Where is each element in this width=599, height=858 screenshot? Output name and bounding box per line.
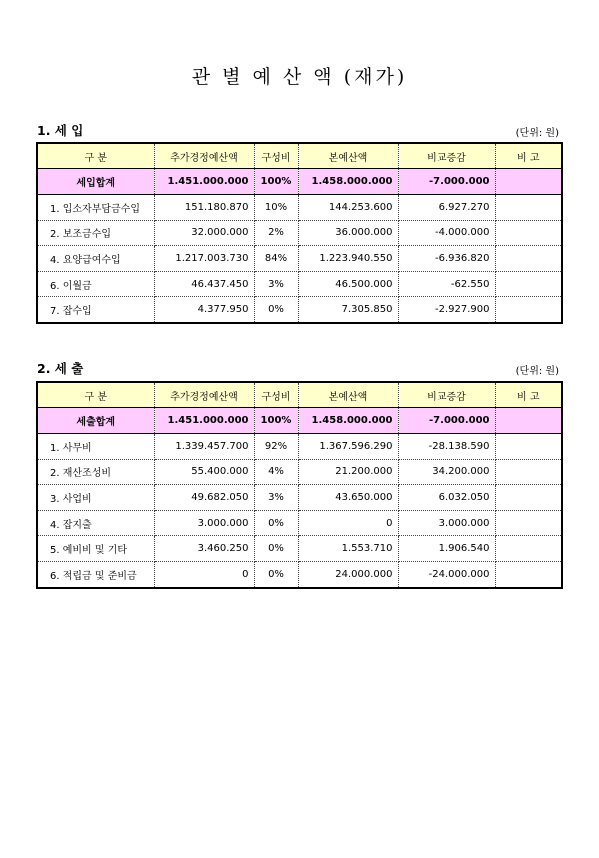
cell-ratio: 0% — [254, 536, 298, 562]
cell-ratio: 0% — [254, 297, 298, 323]
cell-difference: 1.906.540 — [398, 536, 495, 562]
cell-note — [495, 220, 562, 246]
cell-ratio: 92% — [254, 434, 298, 460]
header-category: 구 분 — [37, 143, 154, 169]
cell-original-budget: 24.000.000 — [298, 561, 398, 587]
total-note — [495, 169, 562, 195]
header-original-budget: 본예산액 — [298, 382, 398, 408]
income-section-title: 1. 세 입 — [37, 123, 84, 138]
cell-note — [495, 459, 562, 485]
cell-supplementary-budget: 1.339.457.700 — [154, 434, 254, 460]
header-difference: 비교증감 — [398, 143, 495, 169]
table-row — [37, 195, 562, 221]
total-original-budget: 1.458.000.000 — [298, 408, 398, 434]
expense-table — [36, 381, 563, 589]
cell-category: 4. 잡지출 — [37, 510, 154, 536]
cell-note — [495, 271, 562, 297]
header-note: 비 고 — [495, 382, 562, 408]
table-header-row — [37, 382, 562, 408]
total-difference: -7.000.000 — [398, 169, 495, 195]
cell-category: 1. 입소자부담금수입 — [37, 195, 154, 221]
cell-category: 4. 요양급여수입 — [37, 246, 154, 272]
cell-ratio: 0% — [254, 510, 298, 536]
table-row — [37, 536, 562, 562]
table-row — [37, 297, 562, 323]
cell-category: 2. 재산조성비 — [37, 459, 154, 485]
header-note: 비 고 — [495, 143, 562, 169]
cell-difference: 34.200.000 — [398, 459, 495, 485]
cell-difference: -2.927.900 — [398, 297, 495, 323]
income-unit-label: (단위: 원) — [515, 128, 559, 139]
cell-original-budget: 144.253.600 — [298, 195, 398, 221]
cell-supplementary-budget: 3.460.250 — [154, 536, 254, 562]
total-row — [37, 408, 562, 434]
header-original-budget: 본예산액 — [298, 143, 398, 169]
cell-original-budget: 36.000.000 — [298, 220, 398, 246]
income-table — [36, 142, 563, 324]
cell-ratio: 10% — [254, 195, 298, 221]
cell-original-budget: 46.500.000 — [298, 271, 398, 297]
total-supplementary-budget: 1.451.000.000 — [154, 169, 254, 195]
total-difference: -7.000.000 — [398, 408, 495, 434]
table-header-row — [37, 143, 562, 169]
cell-ratio: 0% — [254, 561, 298, 587]
cell-category: 5. 예비비 및 기타 — [37, 536, 154, 562]
cell-note — [495, 246, 562, 272]
cell-difference: 6.032.050 — [398, 485, 495, 511]
cell-supplementary-budget: 151.180.870 — [154, 195, 254, 221]
expense-unit-label: (단위: 원) — [515, 366, 559, 377]
header-ratio: 구성비 — [254, 382, 298, 408]
cell-category: 3. 사업비 — [37, 485, 154, 511]
cell-note — [495, 536, 562, 562]
cell-supplementary-budget: 3.000.000 — [154, 510, 254, 536]
table-row — [37, 434, 562, 460]
cell-supplementary-budget: 49.682.050 — [154, 485, 254, 511]
cell-difference: -6.936.820 — [398, 246, 495, 272]
header-category: 구 분 — [37, 382, 154, 408]
cell-difference: -24.000.000 — [398, 561, 495, 587]
cell-difference: -4.000.000 — [398, 220, 495, 246]
total-category: 세입합계 — [37, 169, 154, 195]
table-row — [37, 510, 562, 536]
cell-note — [495, 561, 562, 587]
cell-difference: 6.927.270 — [398, 195, 495, 221]
total-ratio: 100% — [254, 408, 298, 434]
table-row — [37, 485, 562, 511]
cell-supplementary-budget: 4.377.950 — [154, 297, 254, 323]
total-note — [495, 408, 562, 434]
cell-category: 1. 사무비 — [37, 434, 154, 460]
cell-note — [495, 485, 562, 511]
cell-supplementary-budget: 46.437.450 — [154, 271, 254, 297]
total-supplementary-budget: 1.451.000.000 — [154, 408, 254, 434]
cell-category: 7. 잡수입 — [37, 297, 154, 323]
cell-category: 6. 적립금 및 준비금 — [37, 561, 154, 587]
cell-original-budget: 43.650.000 — [298, 485, 398, 511]
cell-ratio: 3% — [254, 485, 298, 511]
page-title: 관 별 예 산 액 (재가) — [191, 66, 408, 88]
total-ratio: 100% — [254, 169, 298, 195]
cell-difference: 3.000.000 — [398, 510, 495, 536]
cell-original-budget: 1.553.710 — [298, 536, 398, 562]
cell-ratio: 3% — [254, 271, 298, 297]
cell-note — [495, 510, 562, 536]
cell-difference: -28.138.590 — [398, 434, 495, 460]
table-row — [37, 271, 562, 297]
header-supplementary-budget: 추가경정예산액 — [154, 143, 254, 169]
cell-category: 2. 보조금수입 — [37, 220, 154, 246]
table-row — [37, 246, 562, 272]
cell-original-budget: 0 — [298, 510, 398, 536]
cell-ratio: 84% — [254, 246, 298, 272]
header-difference: 비교증감 — [398, 382, 495, 408]
cell-supplementary-budget: 55.400.000 — [154, 459, 254, 485]
cell-note — [495, 434, 562, 460]
cell-difference: -62.550 — [398, 271, 495, 297]
cell-original-budget: 1.223.940.550 — [298, 246, 398, 272]
cell-note — [495, 195, 562, 221]
cell-original-budget: 7.305.850 — [298, 297, 398, 323]
cell-supplementary-budget: 32.000.000 — [154, 220, 254, 246]
table-row — [37, 459, 562, 485]
header-ratio: 구성비 — [254, 143, 298, 169]
cell-supplementary-budget: 1.217.003.730 — [154, 246, 254, 272]
cell-ratio: 4% — [254, 459, 298, 485]
header-supplementary-budget: 추가경정예산액 — [154, 382, 254, 408]
cell-category: 6. 이월금 — [37, 271, 154, 297]
cell-note — [495, 297, 562, 323]
table-row — [37, 220, 562, 246]
cell-original-budget: 1.367.596.290 — [298, 434, 398, 460]
total-category: 세출합계 — [37, 408, 154, 434]
expense-section-title: 2. 세 출 — [37, 361, 84, 376]
cell-original-budget: 21.200.000 — [298, 459, 398, 485]
total-row — [37, 169, 562, 195]
total-original-budget: 1.458.000.000 — [298, 169, 398, 195]
cell-supplementary-budget: 0 — [154, 561, 254, 587]
table-row — [37, 561, 562, 587]
cell-ratio: 2% — [254, 220, 298, 246]
